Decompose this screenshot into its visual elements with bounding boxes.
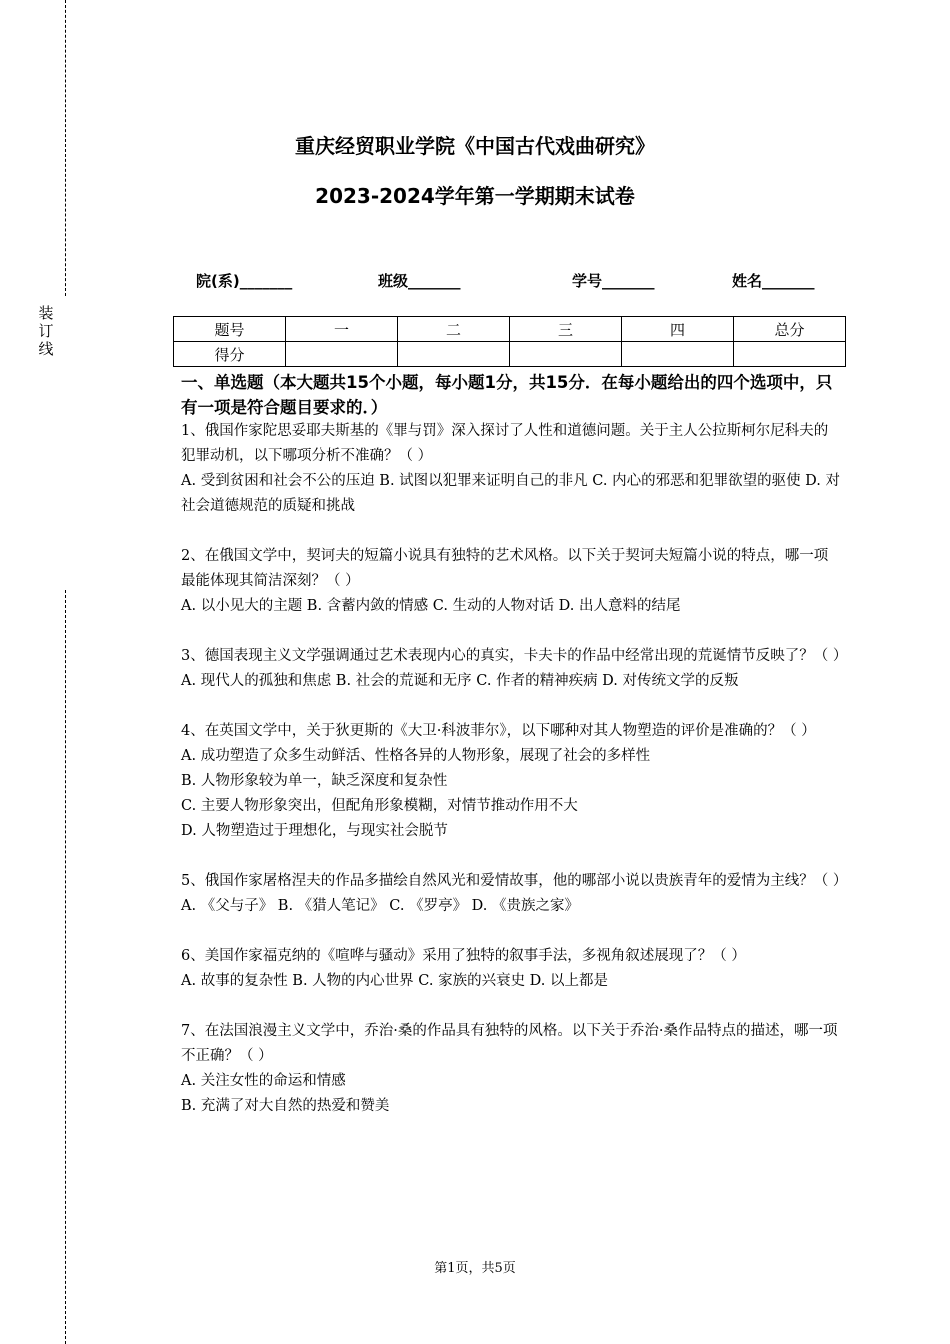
question-option: A. 成功塑造了众多生动鲜活、性格各异的人物形象，展现了社会的多样性 <box>181 748 651 764</box>
question-item <box>181 419 841 519</box>
question-stem: 1、俄国作家陀思妥耶夫斯基的《罪与罚》深入探讨了人性和道德问题。关于主人公拉斯柯尔尼科夫的犯罪动机，以下哪项分析不准确？（ ） <box>181 423 829 464</box>
header-cell-question-no: 题号 <box>174 317 286 342</box>
exam-title-line1: 重庆经贸职业学院《中国古代戏曲研究》 <box>295 134 655 158</box>
question-stem: 5、俄国作家屠格涅夫的作品多描绘自然风光和爱情故事，他的哪部小说以贵族青年的爱情为主线？（ ） <box>181 873 848 889</box>
binding-line-bottom <box>65 590 66 1344</box>
question-option: A. 关注女性的命运和情感 <box>181 1073 346 1089</box>
score-table-header-row <box>174 317 846 342</box>
page-footer: 第1页，共5页 <box>434 1261 516 1276</box>
student-info-row <box>0 270 950 292</box>
question-item <box>181 719 841 844</box>
score-cell-part-3[interactable] <box>510 342 622 367</box>
question-options: A. 《父与子》 B. 《猎人笔记》 C. 《罗亭》 D. 《贵族之家》 <box>181 898 580 914</box>
question-item <box>181 1019 841 1119</box>
question-options: A. 以小见大的主题 B. 含蓄内敛的情感 C. 生动的人物对话 D. 出人意料的结尾 <box>181 598 681 614</box>
section-heading: 一、单选题（本大题共15个小题，每小题1分，共15分．在每小题给出的四个选项中，只有一项是符合题目要求的．） <box>181 373 833 417</box>
question-stem: 6、美国作家福克纳的《喧哗与骚动》采用了独特的叙事手法，多视角叙述展现了？（ ） <box>181 948 746 964</box>
binding-label: 装订线 <box>38 304 54 358</box>
question-item <box>181 944 841 994</box>
header-cell-part-2: 二 <box>398 317 510 342</box>
question-option: D. 人物塑造过于理想化，与现实社会脱节 <box>181 823 448 839</box>
question-item <box>181 869 848 919</box>
score-cell-part-2[interactable] <box>398 342 510 367</box>
department-field[interactable]: 院(系)_______ <box>196 272 293 290</box>
question-option: C. 主要人物形象突出，但配角形象模糊，对情节推动作用不大 <box>181 798 578 814</box>
exam-title-line2: 2023-2024学年第一学期期末试卷 <box>315 184 635 208</box>
score-table <box>173 316 846 367</box>
score-cell-total[interactable] <box>734 342 846 367</box>
question-list <box>181 419 848 1144</box>
header-cell-total: 总分 <box>734 317 846 342</box>
name-field[interactable]: 姓名_______ <box>732 272 815 290</box>
header-cell-part-4: 四 <box>622 317 734 342</box>
question-option: B. 人物形象较为单一，缺乏深度和复杂性 <box>181 773 448 789</box>
question-item <box>181 644 848 694</box>
question-item <box>181 544 841 619</box>
header-cell-part-1: 一 <box>286 317 398 342</box>
class-field[interactable]: 班级_______ <box>378 272 461 290</box>
score-cell-part-4[interactable] <box>622 342 734 367</box>
question-stem: 3、德国表现主义文学强调通过艺术表现内心的真实，卡夫卡的作品中经常出现的荒诞情节反映了？（ ） <box>181 648 848 664</box>
question-option: B. 充满了对大自然的热爱和赞美 <box>181 1098 390 1114</box>
question-stem: 4、在英国文学中，关于狄更斯的《大卫·科波菲尔》，以下哪种对其人物塑造的评价是准确的？（ ） <box>181 723 816 739</box>
question-stem: 7、在法国浪漫主义文学中，乔治·桑的作品具有独特的风格。以下关于乔治·桑作品特点的描述，哪一项不正确？（ ） <box>181 1023 838 1064</box>
question-options: A. 故事的复杂性 B. 人物的内心世界 C. 家族的兴衰史 D. 以上都是 <box>181 973 609 989</box>
score-table-score-row <box>174 342 846 367</box>
question-stem: 2、在俄国文学中，契诃夫的短篇小说具有独特的艺术风格。以下关于契诃夫短篇小说的特点，哪一项最能体现其简洁深刻？（ ） <box>181 548 829 589</box>
question-options: A. 受到贫困和社会不公的压迫 B. 试图以犯罪来证明自己的非凡 C. 内心的邪恶和犯罪欲望的驱使 D. 对社会道德规范的质疑和挑战 <box>181 473 841 514</box>
score-row-label: 得分 <box>174 342 286 367</box>
header-cell-part-3: 三 <box>510 317 622 342</box>
student-id-field[interactable]: 学号_______ <box>572 272 655 290</box>
question-options: A. 现代人的孤独和焦虑 B. 社会的荒诞和无序 C. 作者的精神疾病 D. 对传统文学的反叛 <box>181 673 739 689</box>
score-cell-part-1[interactable] <box>286 342 398 367</box>
